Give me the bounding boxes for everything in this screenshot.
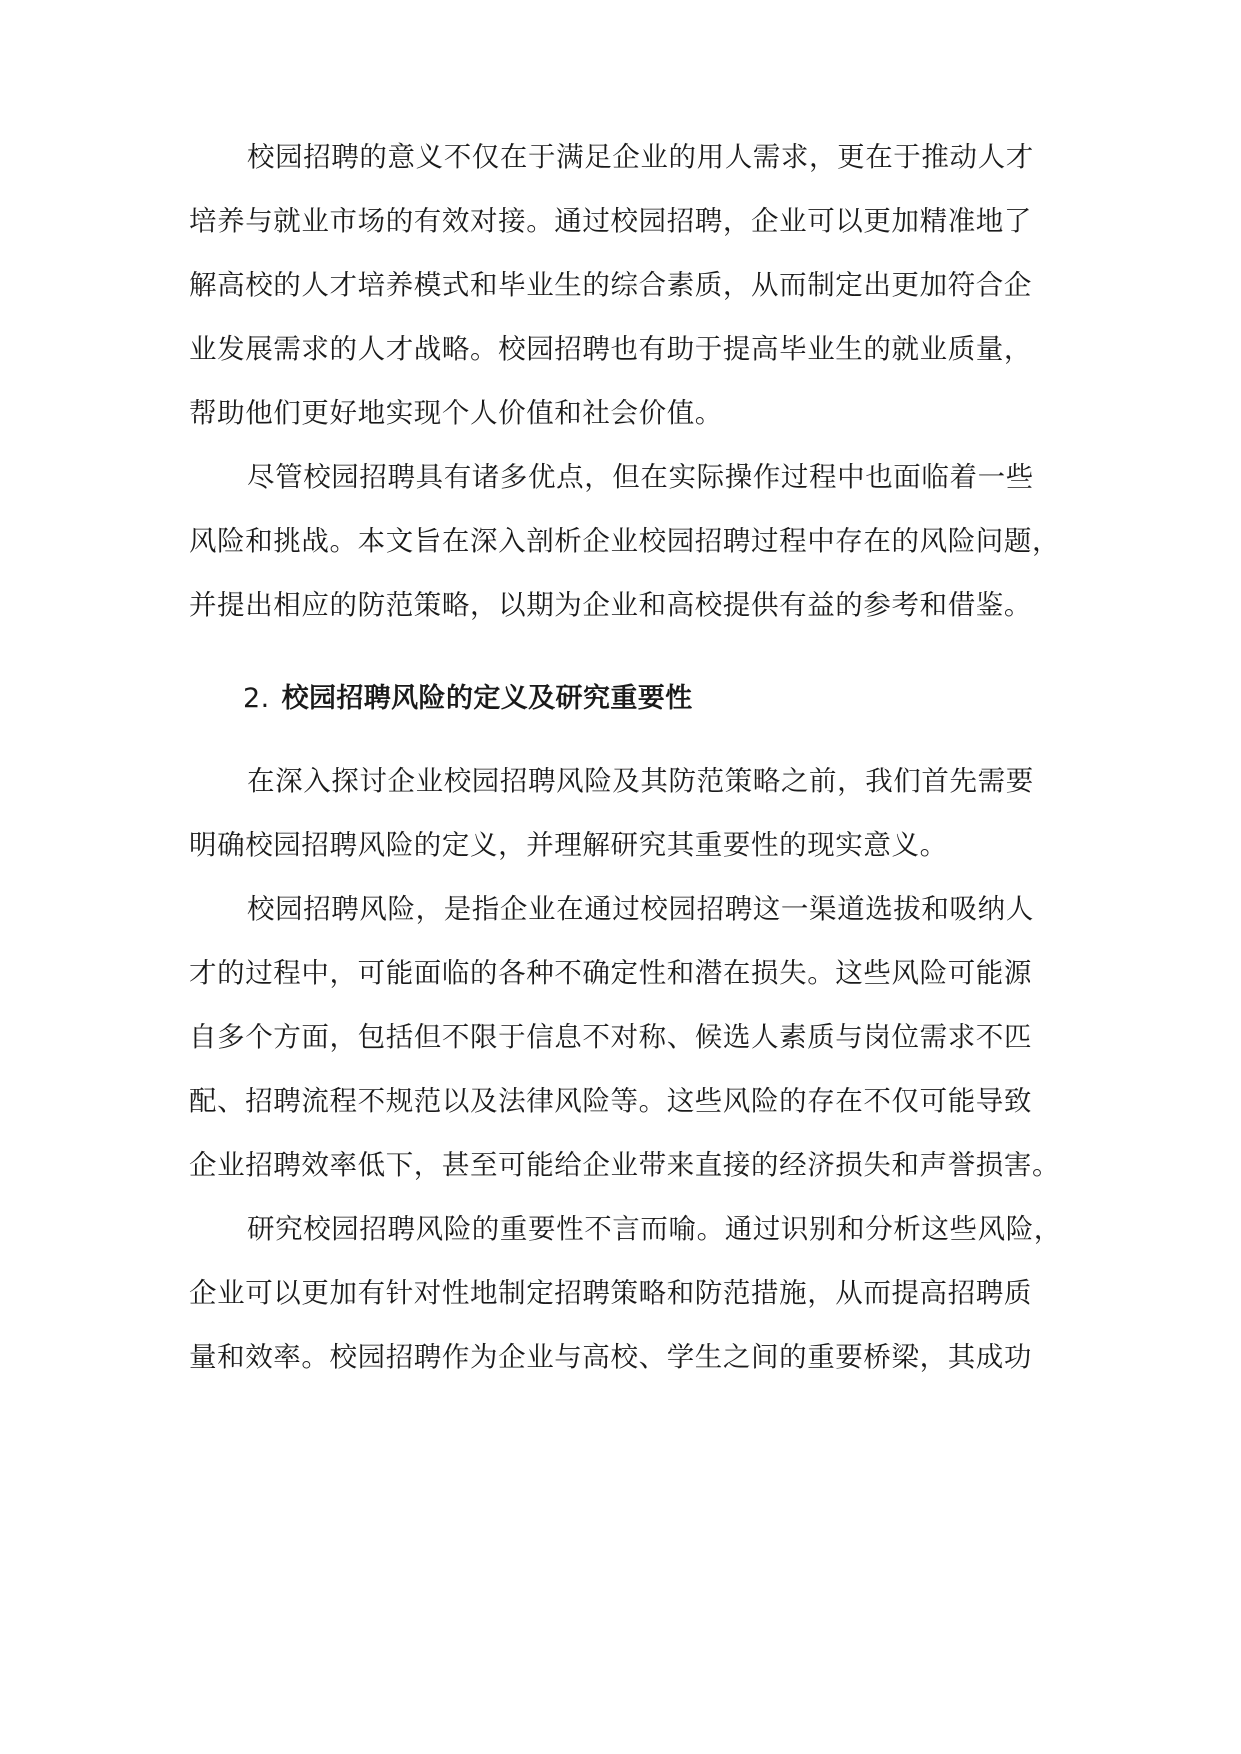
paragraph-4-line-5: 企业招聘效率低下，甚至可能给企业带来直接的经济损失和声誉损害。: [189, 1149, 1061, 1181]
paragraph-2-line-3: 并提出相应的防范策略，以期为企业和高校提供有益的参考和借鉴。: [189, 589, 1032, 621]
paragraph-3-line-1: 在深入探讨企业校园招聘风险及其防范策略之前，我们首先需要: [247, 765, 1034, 797]
paragraph-5-line-1: 研究校园招聘风险的重要性不言而喻。通过识别和分析这些风险，: [247, 1213, 1062, 1245]
paragraph-2-line-1: 尽管校园招聘具有诸多优点，但在实际操作过程中也面临着一些: [247, 461, 1034, 493]
section-heading: [243, 679, 693, 719]
paragraph-5-line-3: 量和效率。校园招聘作为企业与高校、学生之间的重要桥梁，其成功: [189, 1341, 1032, 1373]
paragraph-1-line-3: 解高校的人才培养模式和毕业生的综合素质，从而制定出更加符合企: [189, 269, 1032, 301]
paragraph-1-line-1: 校园招聘的意义不仅在于满足企业的用人需求，更在于推动人才: [247, 141, 1034, 173]
paragraph-4-line-2: 才的过程中，可能面临的各种不确定性和潜在损失。这些风险可能源: [189, 957, 1032, 989]
paragraph-1-line-5: 帮助他们更好地实现个人价值和社会价值。: [189, 397, 723, 429]
paragraph-3-line-2: 明确校园招聘风险的定义，并理解研究其重要性的现实意义。: [189, 829, 948, 861]
paragraph-1-line-4: 业发展需求的人才战略。校园招聘也有助于提高毕业生的就业质量，: [189, 333, 1032, 365]
paragraph-4-line-4: 配、招聘流程不规范以及法律风险等。这些风险的存在不仅可能导致: [189, 1085, 1032, 1117]
paragraph-4-line-3: 自多个方面，包括但不限于信息不对称、候选人素质与岗位需求不匹: [189, 1021, 1032, 1053]
paragraph-5-line-2: 企业可以更加有针对性地制定招聘策略和防范措施，从而提高招聘质: [189, 1277, 1032, 1309]
paragraph-2-line-2: 风险和挑战。本文旨在深入剖析企业校园招聘过程中存在的风险问题，: [189, 525, 1061, 557]
paragraph-1-line-2: 培养与就业市场的有效对接。通过校园招聘，企业可以更加精准地了: [189, 205, 1032, 237]
section-number: 2.: [243, 683, 270, 714]
paragraph-4-line-1: 校园招聘风险，是指企业在通过校园招聘这一渠道选拔和吸纳人: [247, 893, 1034, 925]
section-title: 校园招聘风险的定义及研究重要性: [281, 683, 693, 714]
